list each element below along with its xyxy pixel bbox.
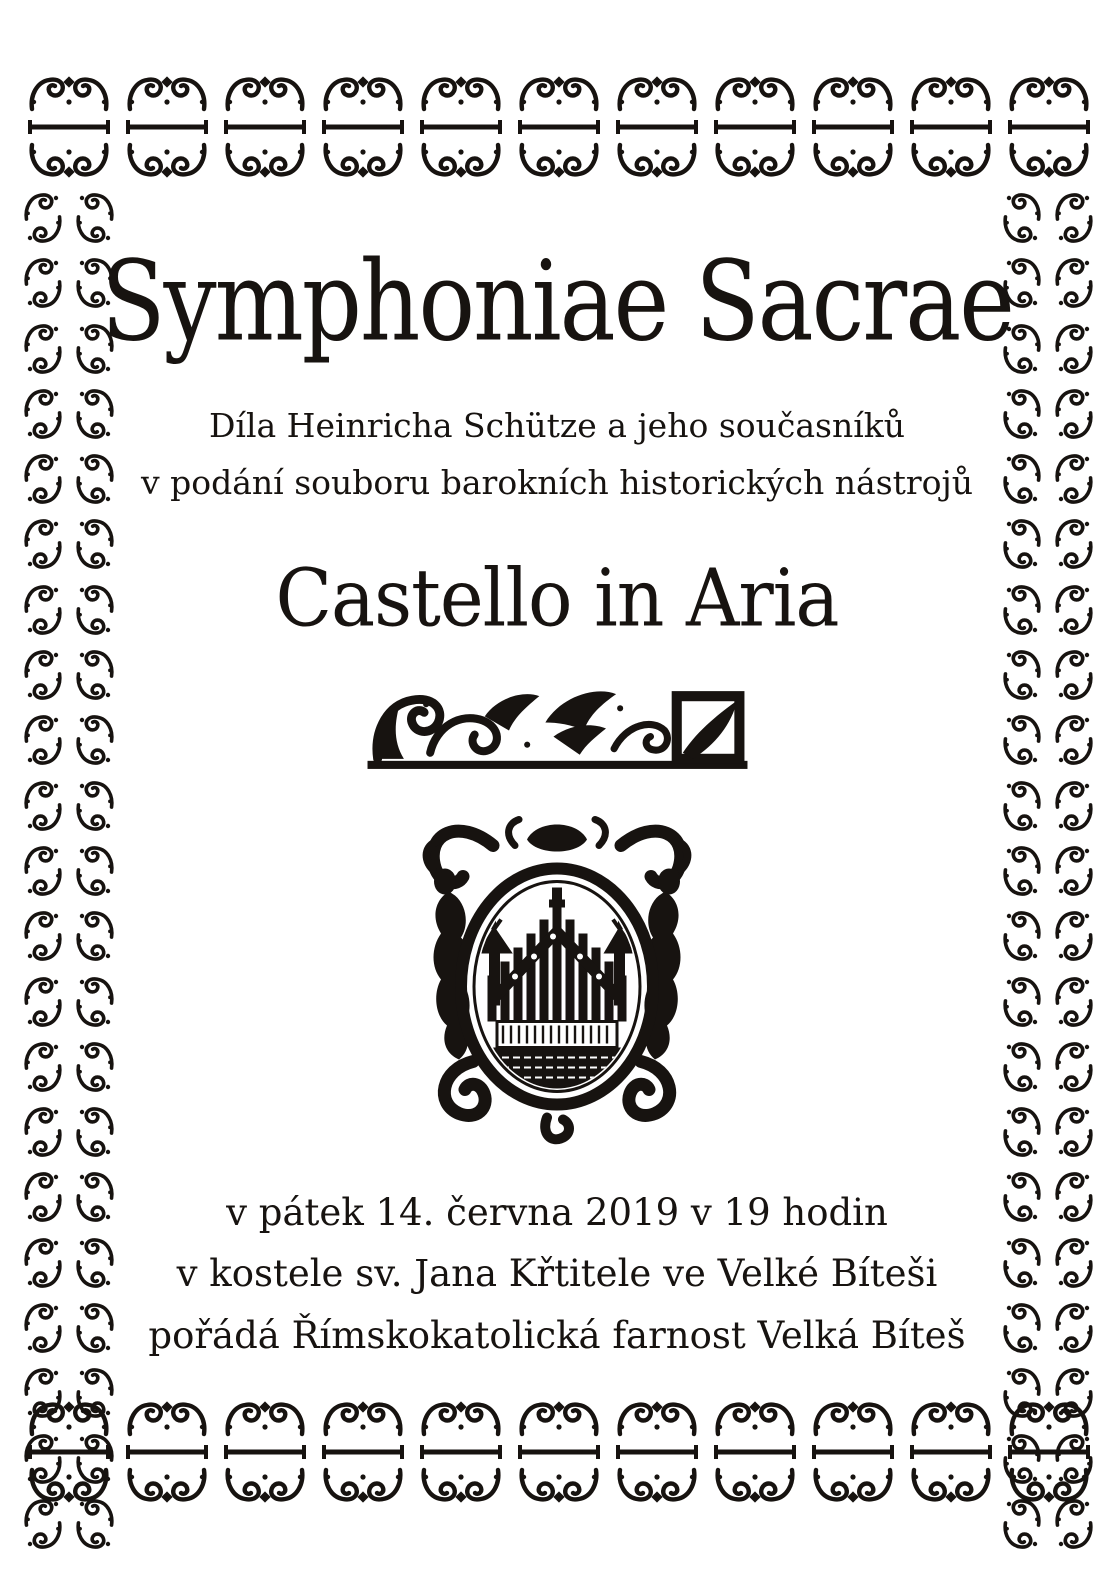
fleuron-ornament-icon	[512, 68, 606, 186]
ornamental-border-top	[22, 68, 1096, 186]
poster-title: Symphoniae Sacrae	[101, 238, 1013, 367]
fleuron-ornament-icon	[1002, 1393, 1096, 1511]
ensemble-name: Castello in Aria	[275, 552, 839, 645]
ornamental-border-bottom	[22, 1393, 1096, 1511]
acanthus-frieze-woodcut-icon	[365, 680, 750, 776]
event-organizer: pořádá Římskokatolická farnost Velká Bíteš	[148, 1313, 966, 1357]
fleuron-ornament-icon	[806, 1393, 900, 1511]
fleuron-ornament-icon	[218, 1393, 312, 1511]
fleuron-ornament-icon	[610, 1393, 704, 1511]
event-venue: v kostele sv. Jana Křtitele ve Velké Bíteši	[176, 1252, 938, 1296]
organ-cartouche-woodcut-icon	[397, 800, 717, 1148]
subtitle-line-1: Díla Heinricha Schütze a jeho současníků	[208, 406, 906, 445]
fleuron-ornament-icon	[414, 1393, 508, 1511]
fleuron-ornament-icon	[414, 68, 508, 186]
poster-subtitle	[0, 398, 1114, 512]
acanthus-frieze-illustration	[0, 680, 1114, 776]
fleuron-ornament-icon	[610, 68, 704, 186]
fleuron-ornament-icon	[120, 68, 214, 186]
event-details	[0, 1182, 1114, 1366]
subtitle-line-2: v podání souboru barokních historických nástrojů	[140, 462, 974, 502]
fleuron-ornament-icon	[708, 68, 802, 186]
fleuron-ornament-icon	[806, 68, 900, 186]
fleuron-ornament-icon	[512, 1393, 606, 1511]
fleuron-ornament-icon	[904, 1393, 998, 1511]
fleuron-ornament-icon	[218, 68, 312, 186]
fleuron-ornament-icon	[316, 68, 410, 186]
fleuron-ornament-icon	[1002, 68, 1096, 186]
fleuron-ornament-icon	[120, 1393, 214, 1511]
fleuron-ornament-icon	[904, 68, 998, 186]
fleuron-ornament-icon	[22, 68, 116, 186]
organ-cartouche-illustration	[0, 800, 1114, 1148]
fleuron-ornament-icon	[22, 1393, 116, 1511]
event-date-time: v pátek 14. června 2019 v 19 hodin	[226, 1191, 888, 1234]
fleuron-ornament-icon	[708, 1393, 802, 1511]
fleuron-ornament-icon	[316, 1393, 410, 1511]
